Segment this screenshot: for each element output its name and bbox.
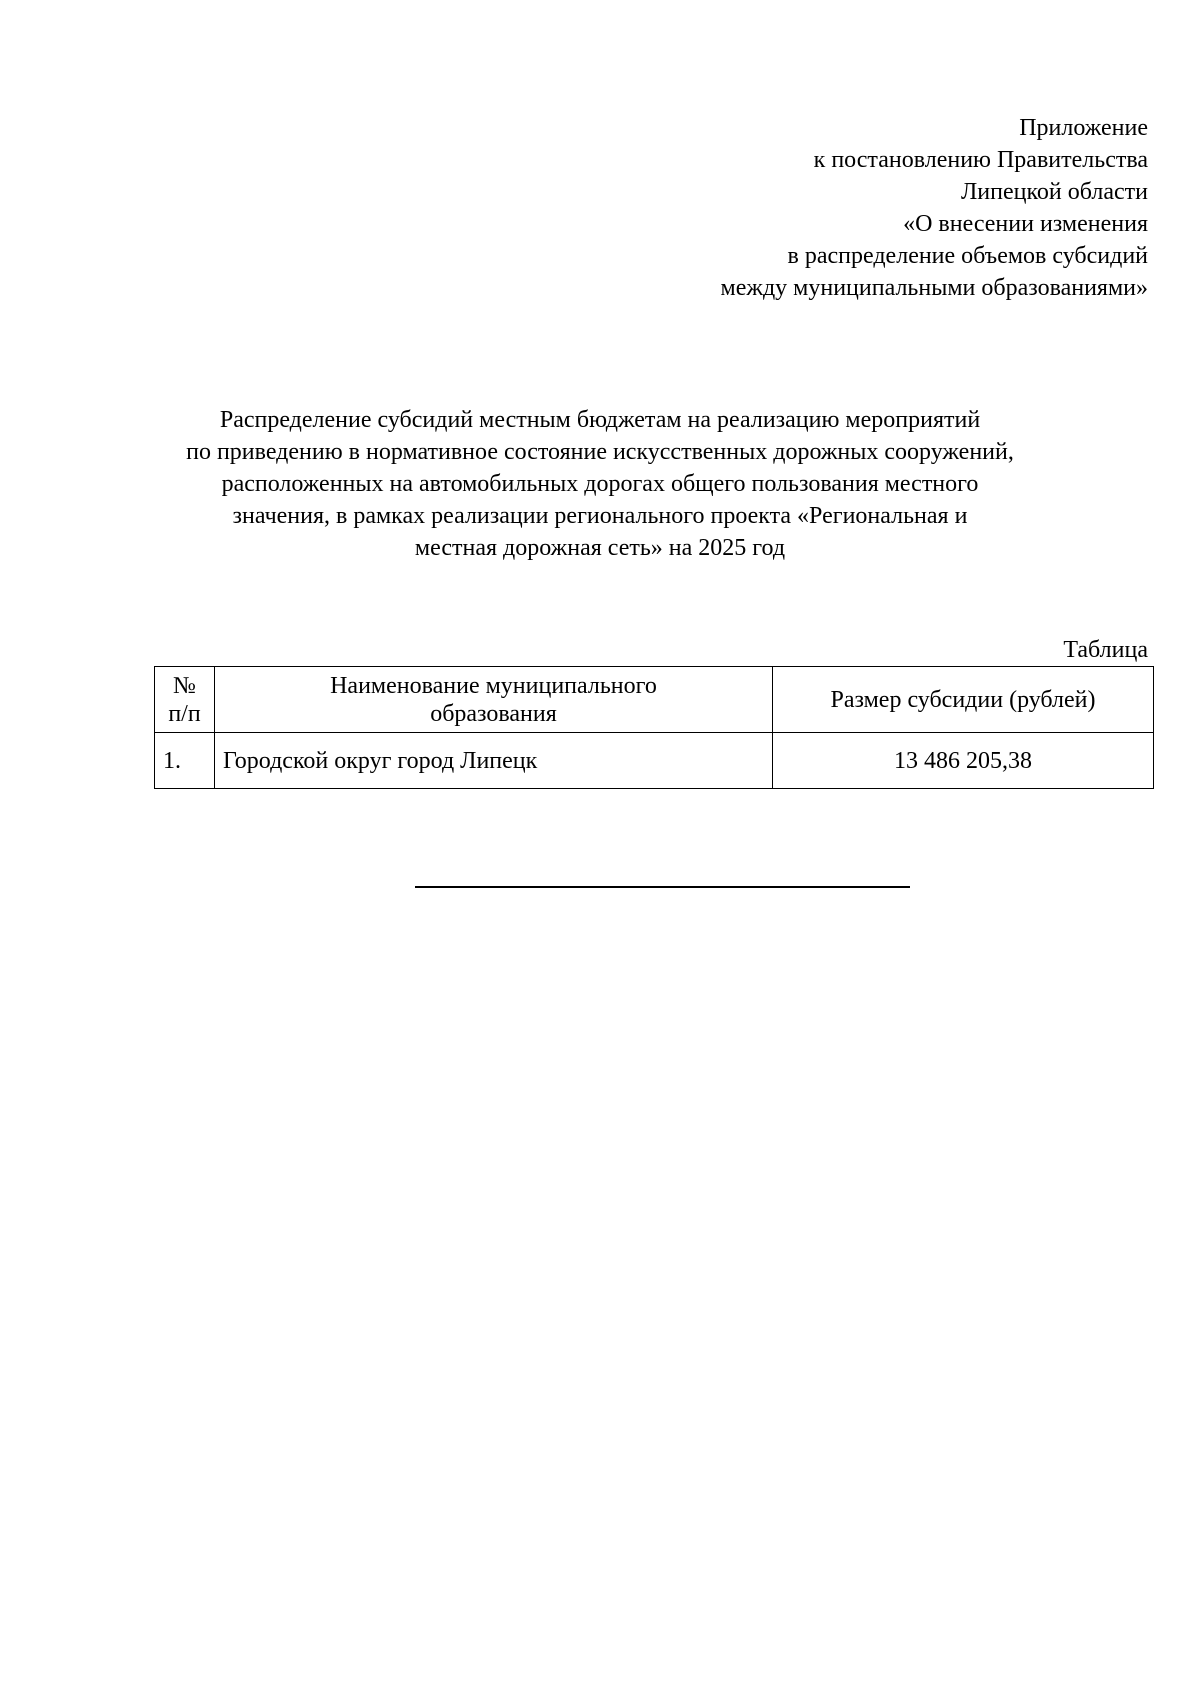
header-number xyxy=(155,667,215,733)
title-line: местная дорожная сеть» на 2025 год xyxy=(414,535,786,561)
header-amount: Размер субсидии (рублей) xyxy=(773,667,1154,733)
title-line: Распределение субсидий местным бюджетам на реализацию мероприятий xyxy=(219,407,981,433)
title-line: по приведению в нормативное состояние искусственных дорожных сооружений, xyxy=(186,439,1014,465)
title-line: значения, в рамках реализации регионального проекта «Региональная и xyxy=(232,503,968,529)
document-title xyxy=(160,404,1040,564)
appendix-line: между муниципальными образованиями» xyxy=(720,275,1148,301)
table-header-row xyxy=(155,667,1154,733)
row-amount: 13 486 205,38 xyxy=(773,733,1154,789)
appendix-line: в распределение объемов субсидий xyxy=(787,243,1148,269)
appendix-line: к постановлению Правительства xyxy=(813,147,1148,173)
header-municipality-line2: образования xyxy=(430,700,557,727)
appendix-line: «О внесении изменения xyxy=(903,211,1148,237)
header-number-line2: п/п xyxy=(168,700,201,727)
subsidy-table xyxy=(154,666,1154,789)
row-number: 1. xyxy=(155,733,215,789)
table-caption: Таблица xyxy=(1063,637,1148,663)
appendix-line: Приложение xyxy=(1019,115,1148,141)
row-municipality: Городской округ город Липецк xyxy=(215,733,773,789)
header-municipality-line1: Наименование муниципального xyxy=(330,672,657,699)
table-row xyxy=(155,733,1154,789)
title-line: расположенных на автомобильных дорогах общего пользования местного xyxy=(221,471,979,497)
end-of-document-rule xyxy=(415,886,910,888)
appendix-header xyxy=(448,112,1148,304)
header-municipality xyxy=(215,667,773,733)
header-number-line1: № xyxy=(173,672,196,699)
appendix-line: Липецкой области xyxy=(961,179,1148,205)
